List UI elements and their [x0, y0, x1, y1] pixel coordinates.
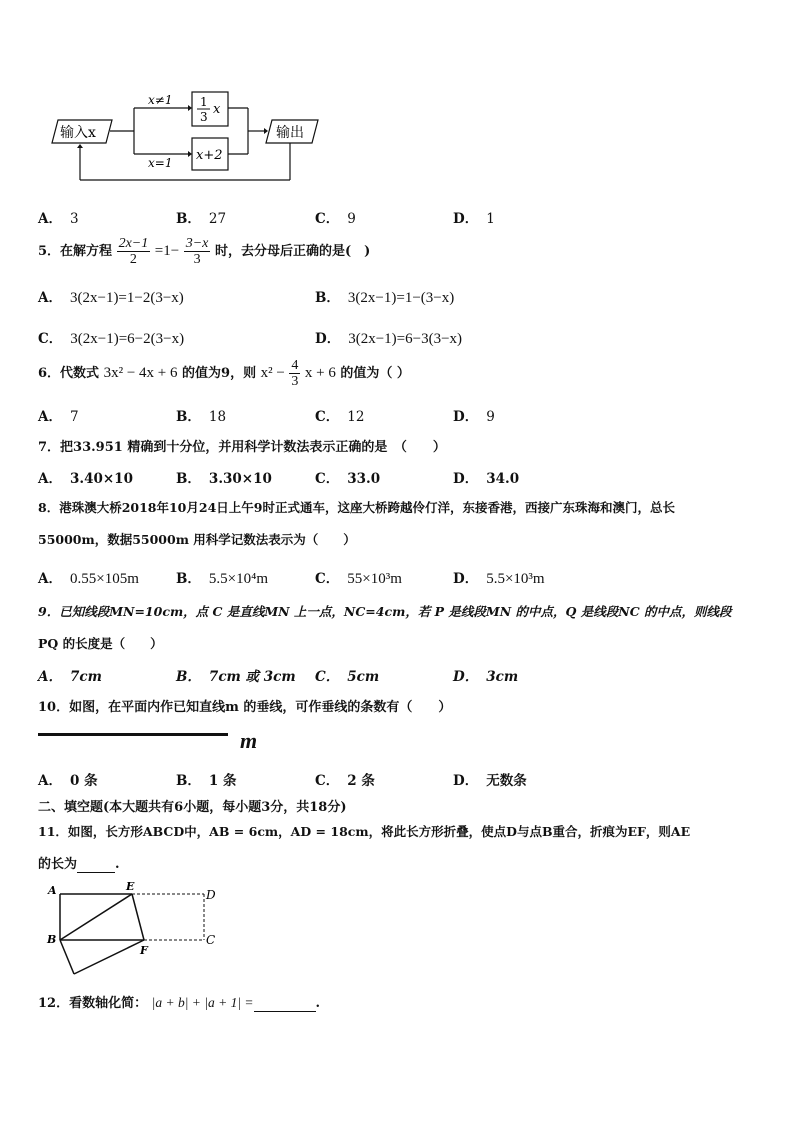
- q6-option-d[interactable]: D． 9: [453, 409, 495, 425]
- flowchart-figure: [50, 88, 330, 188]
- q11-label-f: F: [140, 944, 148, 957]
- q10-stem: 10．如图，在平面内作已知直线m 的垂线，可作垂线的条数有（ ）: [38, 700, 452, 715]
- flowchart-output-label: 输出: [276, 125, 304, 141]
- q11-answer-blank[interactable]: [77, 857, 115, 873]
- q5-option-c[interactable]: C． 3(2x−1)=6−2(3−x): [38, 331, 185, 347]
- flowchart-box-top-num: 1: [200, 95, 208, 109]
- q7-option-d[interactable]: D． 34.0: [453, 471, 520, 487]
- q5-stem: 5．在解方程 $\frac{2x-1}{2}$ =1− $\frac{3-x}{3}$ 时，去分母后正确的是( ): [38, 236, 371, 267]
- line-m: [38, 733, 228, 736]
- q4-option-a[interactable]: A． 3: [38, 211, 79, 227]
- q11-stem-line1: 11．如图，长方形ABCD中，AB = 6cm，AD = 18cm，将此长方形折叠，使点D与点B重合，折痕为EF，则AE: [38, 824, 691, 839]
- section-heading: 二、填空题(本大题共有6小题，每小题3分，共18分): [38, 800, 347, 815]
- flowchart-input-label: 输入x: [60, 125, 96, 141]
- q8-stem-line1: 8．港珠澳大桥2018年10月24日上午9时正式通车，这座大桥跨越伶仃洋，东接香港，西接广东珠海和澳门，总长: [38, 500, 675, 515]
- q5-fraction-lhs: $\frac{2x-1}{2}$: [118, 236, 149, 267]
- q9-option-c[interactable]: C． 5cm: [315, 669, 380, 685]
- q12-stem: 12．看数轴化简： |a + b| + |a + 1| = .: [38, 995, 321, 1011]
- q9-stem-line1: 9．已知线段MN=10cm，点 C 是直线MN 上一点，NC=4cm，若 P 是线段MN 的中点，Q 是线段NC 的中点，则线段: [38, 604, 732, 619]
- q5-option-b[interactable]: B． 3(2x−1)=1−(3−x): [315, 290, 455, 306]
- q6-stem: 6．代数式 3x² − 4x + 6 的值为9，则 x² − $\frac{4}{3}$ x + 6 的值为（ ）: [38, 358, 410, 389]
- q8-option-d[interactable]: D． 5.5×10³m: [453, 571, 545, 587]
- q10-option-a[interactable]: A． 0 条: [38, 773, 98, 789]
- q7-option-a[interactable]: A． 3.40×10: [38, 471, 133, 487]
- q11-label-e: E: [126, 880, 135, 893]
- q10-option-d[interactable]: D． 无数条: [453, 773, 527, 789]
- q8-option-b[interactable]: B． 5.5×10⁴m: [176, 571, 269, 587]
- q11-label-d: D: [206, 888, 216, 902]
- q11-stem-line2: 的长为 .: [38, 857, 120, 872]
- q11-label-b: B: [47, 933, 57, 946]
- q10-option-b[interactable]: B． 1 条: [176, 773, 237, 789]
- q11-rectangle-figure: [44, 880, 224, 978]
- flowchart-box-bottom: x+2: [196, 148, 223, 163]
- q9-stem-line2: PQ 的长度是（ ）: [38, 636, 163, 651]
- q9-option-b[interactable]: B． 7cm 或 3cm: [176, 669, 296, 685]
- q8-stem-line2: 55000m，数据55000m 用科学记数法表示为（ ）: [38, 532, 356, 547]
- flowchart-cond-top: x≠1: [148, 93, 173, 107]
- q7-option-b[interactable]: B． 3.30×10: [176, 471, 272, 487]
- q7-stem: 7．把33.951 精确到十分位，并用科学计数法表示正确的是 （ ）: [38, 440, 446, 455]
- q7-option-c[interactable]: C． 33.0: [315, 471, 381, 487]
- q11-label-c: C: [206, 933, 216, 947]
- q9-option-a[interactable]: A． 7cm: [38, 669, 102, 685]
- q6-option-b[interactable]: B． 18: [176, 409, 227, 425]
- q6-option-a[interactable]: A． 7: [38, 409, 79, 425]
- q4-option-d[interactable]: D． 1: [453, 211, 495, 227]
- q6-option-c[interactable]: C． 12: [315, 409, 365, 425]
- flowchart-box-top-var: x: [213, 102, 221, 117]
- q5-option-d[interactable]: D． 3(2x−1)=6−3(3−x): [315, 331, 463, 347]
- flowchart-box-top-den: 3: [200, 110, 208, 124]
- q6-fraction: $\frac{4}{3}$: [291, 358, 299, 389]
- q12-answer-blank[interactable]: [254, 996, 316, 1012]
- q11-label-a: A: [48, 884, 57, 897]
- line-m-label: m: [240, 728, 258, 753]
- q10-option-c[interactable]: C． 2 条: [315, 773, 375, 789]
- q9-option-d[interactable]: D． 3cm: [453, 669, 519, 685]
- q8-option-c[interactable]: C． 55×10³m: [315, 571, 402, 587]
- q5-fraction-rhs: $\frac{3-x}{3}$: [185, 236, 209, 267]
- q4-option-b[interactable]: B． 27: [176, 211, 227, 227]
- flowchart-cond-bottom: x=1: [148, 156, 173, 170]
- q8-option-a[interactable]: A． 0.55×105m: [38, 571, 139, 587]
- q4-option-c[interactable]: C． 9: [315, 211, 356, 227]
- q5-option-a[interactable]: A． 3(2x−1)=1−2(3−x): [38, 290, 184, 306]
